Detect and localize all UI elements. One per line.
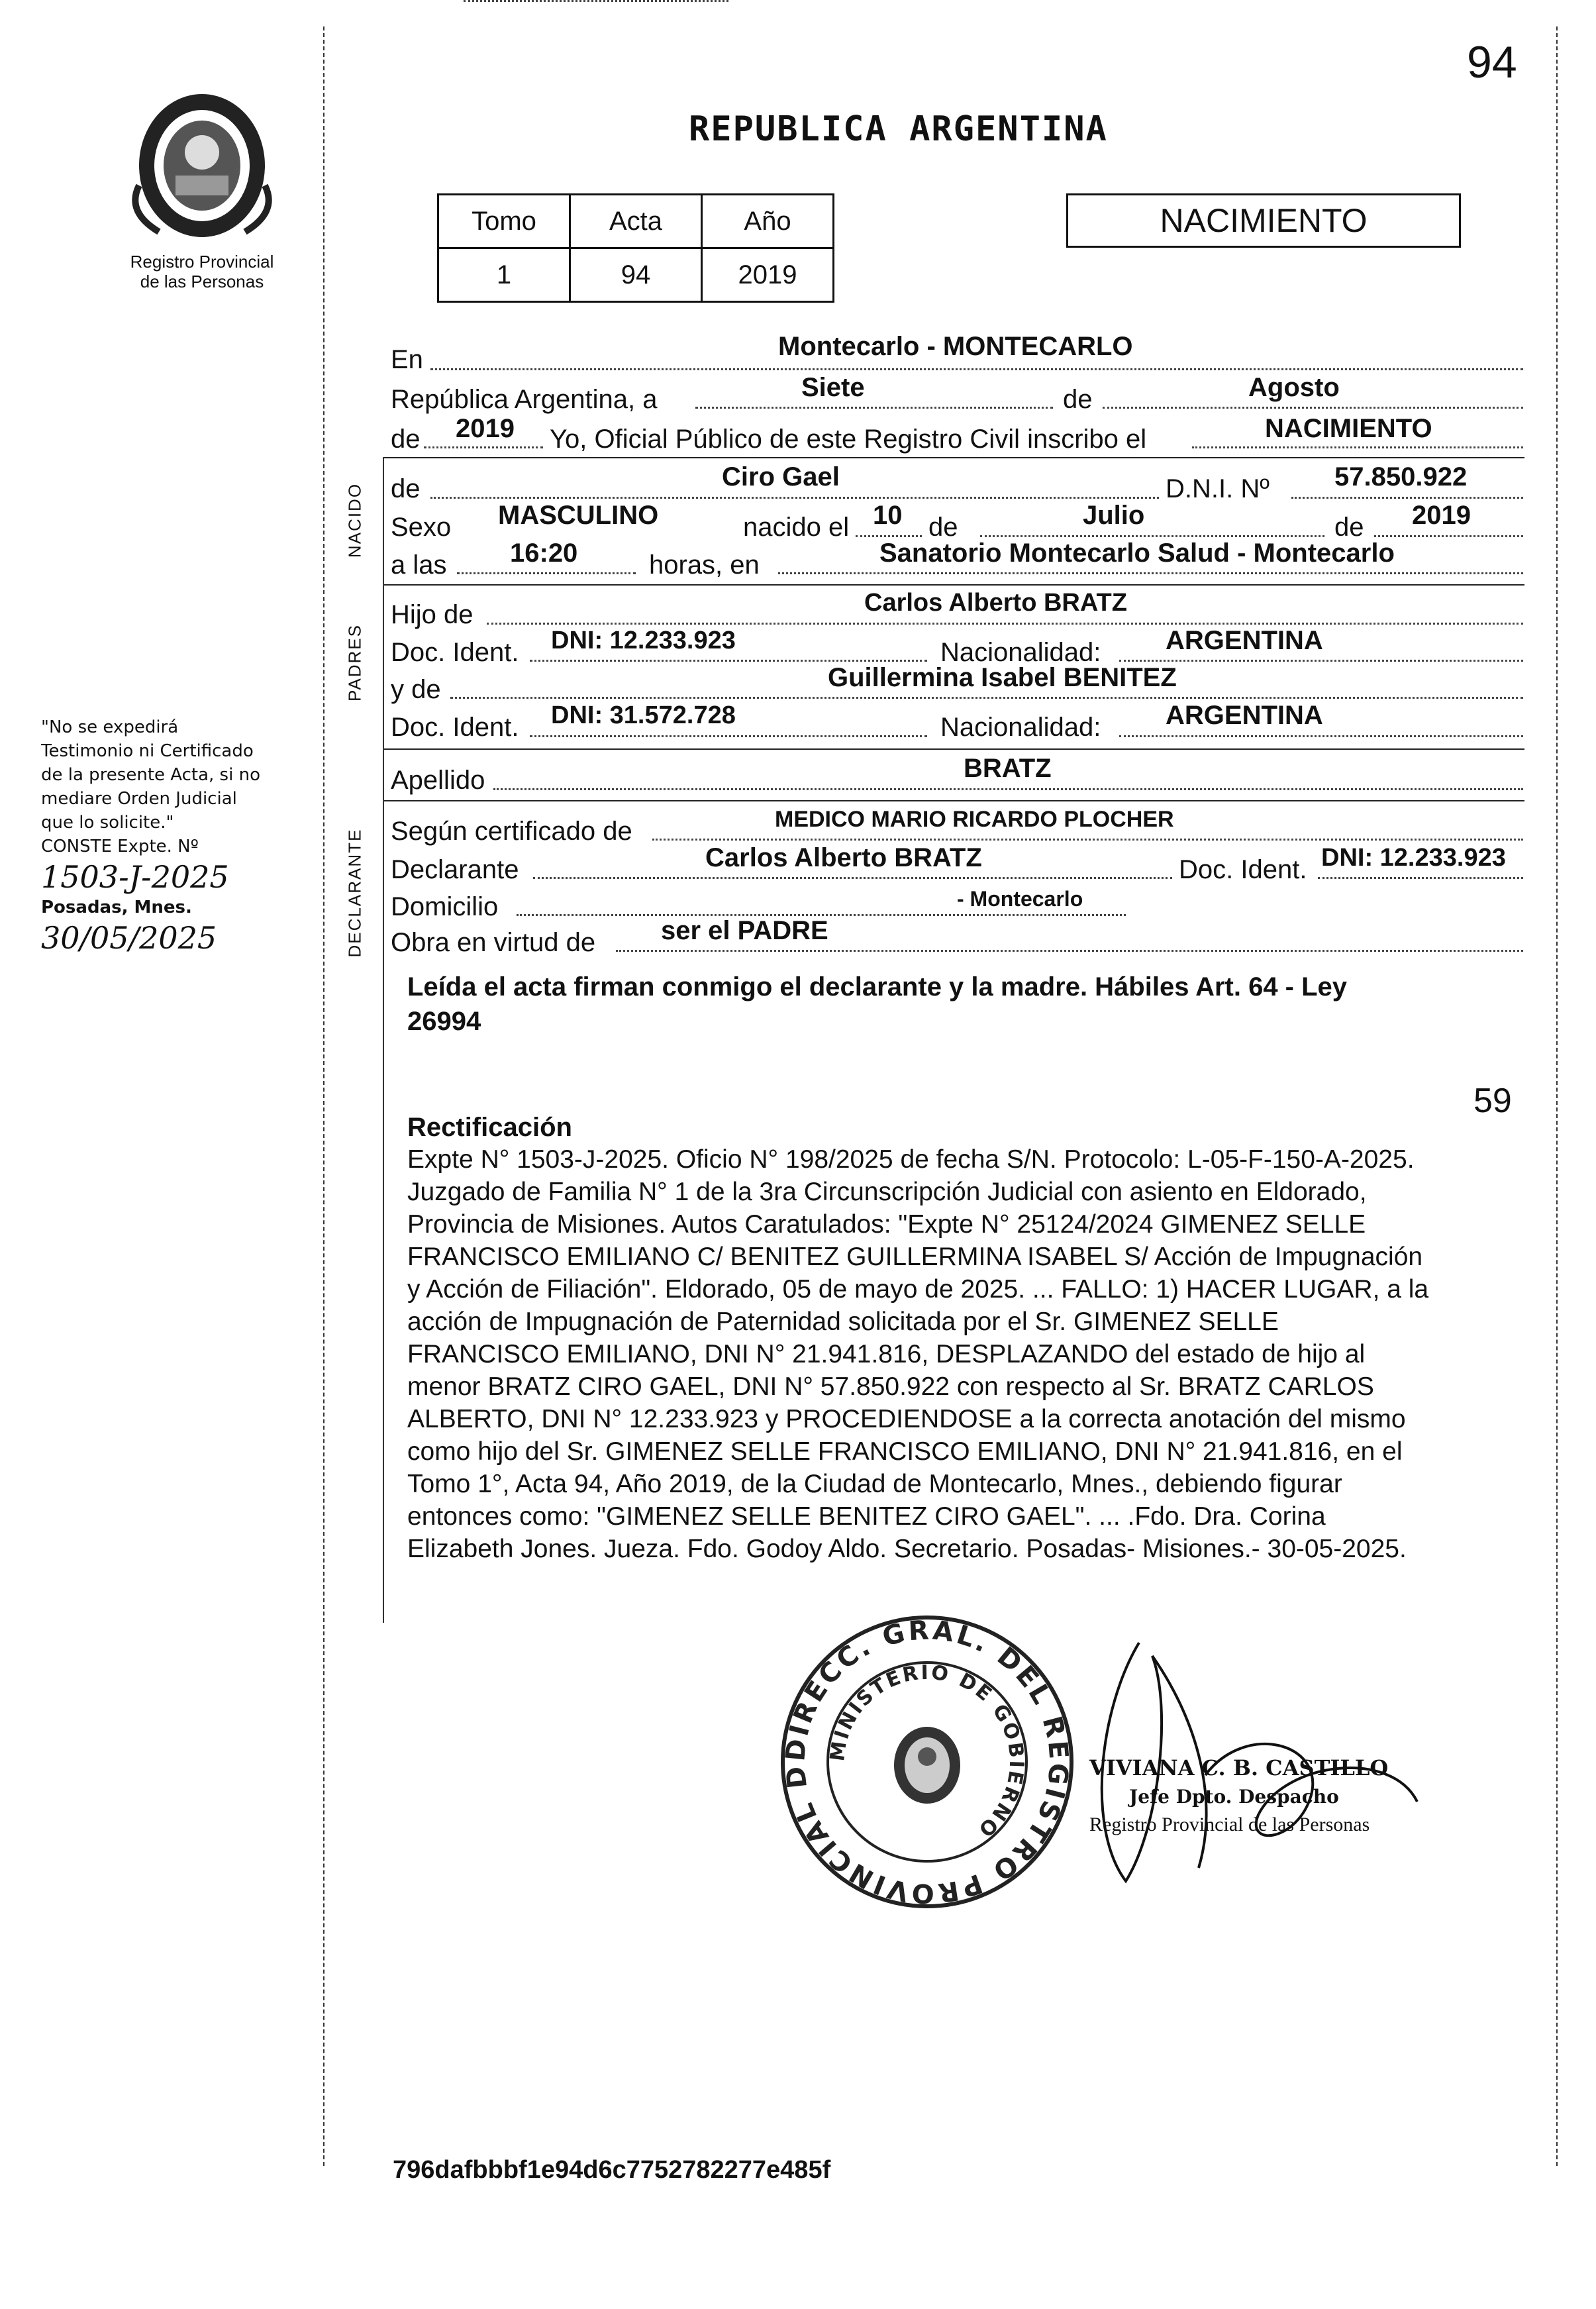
dom-value: - Montecarlo: [957, 887, 1083, 911]
birth-month-dotted-line: [980, 535, 1324, 537]
rectificacion-line: Tomo 1°, Acta 94, Año 2019, de la Ciudad de Montecarlo, Mnes., debiendo figurar: [407, 1470, 1342, 1498]
rectificacion-line: como hijo del Sr. GIMENEZ SELLE FRANCISCO EMILIANO, DNI N° 21.941.816, en el: [407, 1437, 1403, 1466]
side-note-line: CONSTE Expte. Nº: [41, 837, 199, 856]
mother-doc-value: DNI: 31.572.728: [551, 701, 736, 729]
side-note-place: Posadas, Mnes.: [41, 898, 192, 917]
father-dotted-line: [487, 623, 1523, 625]
signature-role: Jefe Dpto. Despacho: [1129, 1786, 1339, 1808]
month-dotted-line: [1103, 407, 1523, 409]
rectificacion-title: Rectificación: [407, 1113, 572, 1142]
en-label: En: [391, 345, 423, 374]
rectificacion-line: ALBERTO, DNI N° 12.233.923 y PROCEDIENDOSE a la correcta anotación del mismo: [407, 1405, 1406, 1433]
side-note-date: 30/05/2025: [41, 920, 217, 956]
father-doc-dotted-line: [530, 660, 927, 662]
decl-dotted-line: [533, 877, 1172, 879]
rectificacion-body: [407, 1143, 1428, 1565]
side-note-line: "No se expedirá: [41, 717, 179, 737]
birth-time-value: 16:20: [510, 539, 578, 568]
sexo-value: MASCULINO: [498, 501, 659, 530]
mother-name-value: Guillermina Isabel BENITEZ: [828, 663, 1177, 692]
side-note-line: mediare Orden Judicial: [41, 789, 237, 809]
rectificacion-line: Provincia de Misiones. Autos Caratulados: "Expte N° 25124/2024 GIMENEZ SELLE: [407, 1210, 1366, 1239]
decl-doc-label: Doc. Ident.: [1179, 855, 1307, 884]
year-dotted-line: [424, 446, 543, 448]
signature-name: VIVIANA C. B. CASTILLO: [1089, 1755, 1389, 1780]
day-value: Siete: [801, 373, 865, 402]
alas-label: a las: [391, 550, 447, 580]
republica-label: República Argentina, a: [391, 385, 658, 414]
decl-label: Declarante: [391, 855, 519, 884]
acta-value: 94: [570, 248, 702, 302]
obra-dotted-line: [616, 950, 1523, 952]
obra-value: ser el PADRE: [661, 916, 828, 945]
day-dotted-line: [695, 407, 1053, 409]
decl-doc-value: DNI: 12.233.923: [1321, 844, 1506, 872]
page-title: REPUBLICA ARGENTINA: [689, 109, 1108, 149]
page-number: 94: [1467, 37, 1517, 87]
de-year-label: de: [391, 425, 421, 454]
sexo-label: Sexo: [391, 513, 452, 542]
mother-nac-dotted-line: [1119, 735, 1523, 737]
registry-name-line1: Registro Provincial: [130, 252, 274, 272]
stamp-inner-text: MINISTERIO DE GOBIERNO: [826, 1661, 1028, 1843]
stamp-ring-text: DIRECC. GRAL. DEL REGISTRO PROVINCIAL D: [780, 1615, 1074, 1909]
father-doc-label: Doc. Ident.: [391, 638, 519, 667]
yde-label: y de: [391, 675, 441, 704]
rectificacion-line: Juzgado de Familia N° 1 de la 3ra Circunscripción Judicial con asiento en Eldorado,: [407, 1178, 1367, 1206]
anio-header: Año: [702, 195, 834, 248]
side-note-line: Testimonio ni Certificado: [41, 741, 254, 761]
father-nac-value: ARGENTINA: [1166, 626, 1323, 655]
apellido-dotted-line: [493, 788, 1523, 790]
rectificacion-line: entonces como: "GIMENEZ SELLE BENITEZ CIRO GAEL". ... .Fdo. Dra. Corina: [407, 1502, 1326, 1531]
child-name-value: Ciro Gael: [722, 462, 840, 491]
tomo-value: 1: [438, 248, 570, 302]
closing-line1: Leída el acta firman conmigo el declarante y la madre. Hábiles Art. 64 - Ley: [407, 972, 1348, 1001]
cert-label: Según certificado de: [391, 817, 632, 846]
signature-org: Registro Provincial de las Personas: [1089, 1814, 1370, 1835]
section-label-padres: PADRES: [344, 624, 365, 701]
name-dotted-line: [430, 497, 1159, 499]
de-label: de: [1063, 385, 1093, 414]
month-value: Agosto: [1248, 373, 1340, 402]
father-nac-dotted-line: [1119, 660, 1523, 662]
cert-value: MEDICO MARIO RICARDO PLOCHER: [775, 807, 1174, 832]
birth-de-label: de: [928, 513, 958, 542]
dom-label: Domicilio: [391, 892, 499, 921]
decl-value: Carlos Alberto BRATZ: [705, 843, 982, 872]
mother-doc-label: Doc. Ident.: [391, 713, 519, 742]
section-label-declarante: DECLARANTE: [344, 828, 365, 958]
en-value: Montecarlo - MONTECARLO: [778, 332, 1133, 361]
inscribo-value: NACIMIENTO: [1265, 414, 1432, 443]
apellido-value: BRATZ: [964, 754, 1052, 783]
time-dotted-line: [457, 572, 636, 574]
rectificacion-line: y Acción de Filiación". Eldorado, 05 de mayo de 2025. ... FALLO: 1) HACER LUGAR, a la: [407, 1275, 1429, 1304]
acta-header: Acta: [570, 195, 702, 248]
official-stamp: [775, 1610, 1079, 1914]
side-note-expte: 1503-J-2025: [41, 859, 229, 895]
year-value: 2019: [456, 414, 515, 443]
birth-year-dotted-line: [1374, 535, 1523, 537]
nacido-el-label: nacido el: [743, 513, 850, 542]
father-name-value: Carlos Alberto BRATZ: [864, 589, 1127, 617]
inscribo-dotted-line: [1192, 446, 1523, 448]
nacido-divider: [384, 584, 1524, 586]
document-hash: 796dafbbbf1e94d6c7752782277e485f: [393, 2156, 831, 2184]
side-note-line: de la presente Acta, si no: [41, 765, 260, 785]
side-note: [41, 715, 326, 956]
rectificacion-line: FRANCISCO EMILIANO C/ BENITEZ GUILLERMINA ISABEL S/ Acción de Impugnación: [407, 1243, 1423, 1271]
birth-day-dotted-line: [856, 535, 922, 537]
birth-year-value: 2019: [1412, 501, 1471, 530]
type-box: [1066, 193, 1461, 248]
obra-label: Obra en virtud de: [391, 928, 596, 957]
cert-dotted-line: [652, 839, 1523, 841]
rectificacion-line: acción de Impugnación de Paternidad solicitada por el Sr. GIMENEZ SELLE: [407, 1308, 1279, 1336]
mother-nac-value: ARGENTINA: [1166, 701, 1323, 730]
place-dotted-line: [778, 572, 1523, 574]
type-box-label: NACIMIENTO: [1160, 202, 1368, 239]
side-note-line: que lo solicite.": [41, 813, 174, 833]
dni-dotted-line: [1291, 497, 1523, 499]
registry-logo: [119, 86, 285, 252]
horas-label: horas, en: [649, 550, 760, 580]
tomo-header: Tomo: [438, 195, 570, 248]
apellido-label: Apellido: [391, 766, 485, 795]
mother-dotted-line: [450, 697, 1523, 699]
closing-line2: 26994: [407, 1007, 481, 1036]
child-dni-value: 57.850.922: [1334, 462, 1468, 491]
birth-month-value: Julio: [1083, 501, 1145, 530]
birth-place-value: Sanatorio Montecarlo Salud - Montecarlo: [879, 539, 1395, 568]
right-margin-line: [1556, 26, 1558, 2166]
padres-divider: [384, 748, 1524, 750]
rectificacion-line: menor BRATZ CIRO GAEL, DNI N° 57.850.922 con respecto al Sr. BRATZ CARLOS: [407, 1372, 1374, 1401]
anio-value: 2019: [702, 248, 834, 302]
decl-doc-dotted-line: [1318, 877, 1523, 879]
yo-text: Yo, Oficial Público de este Registro Civil inscribo el: [550, 425, 1147, 454]
section-divider-line: [383, 457, 384, 1623]
hijo-label: Hijo de: [391, 600, 474, 629]
rectificacion-line: Elizabeth Jones. Jueza. Fdo. Godoy Aldo. Secretario. Posadas- Misiones.- 30-05-2025.: [407, 1535, 1407, 1563]
rectificacion-number: 59: [1473, 1082, 1512, 1120]
mother-doc-dotted-line: [530, 735, 927, 737]
registry-name-line2: de las Personas: [140, 272, 264, 291]
tomo-acta-table: [437, 193, 834, 303]
dni-label: D.N.I. Nº: [1166, 474, 1270, 503]
left-margin-line: [323, 26, 324, 2166]
apellido-divider: [384, 800, 1524, 801]
rectificacion-line: FRANCISCO EMILIANO, DNI N° 21.941.816, DESPLAZANDO del estado de hijo al: [407, 1340, 1366, 1368]
father-doc-value: DNI: 12.233.923: [551, 627, 736, 654]
birth-de-label-2: de: [1334, 513, 1364, 542]
nacido-de-label: de: [391, 474, 421, 503]
intro-divider: [384, 457, 1524, 458]
birth-day-value: 10: [873, 501, 903, 530]
mother-nac-label: Nacionalidad:: [940, 713, 1101, 742]
section-label-nacido: NACIDO: [344, 482, 365, 558]
father-nac-label: Nacionalidad:: [940, 638, 1101, 667]
sexo-dotted-line: [464, 0, 728, 2]
rectificacion-line: Expte N° 1503-J-2025. Oficio N° 198/2025 de fecha S/N. Protocolo: L-05-F-150-A-2025.: [407, 1145, 1415, 1174]
en-dotted-line: [430, 368, 1523, 370]
